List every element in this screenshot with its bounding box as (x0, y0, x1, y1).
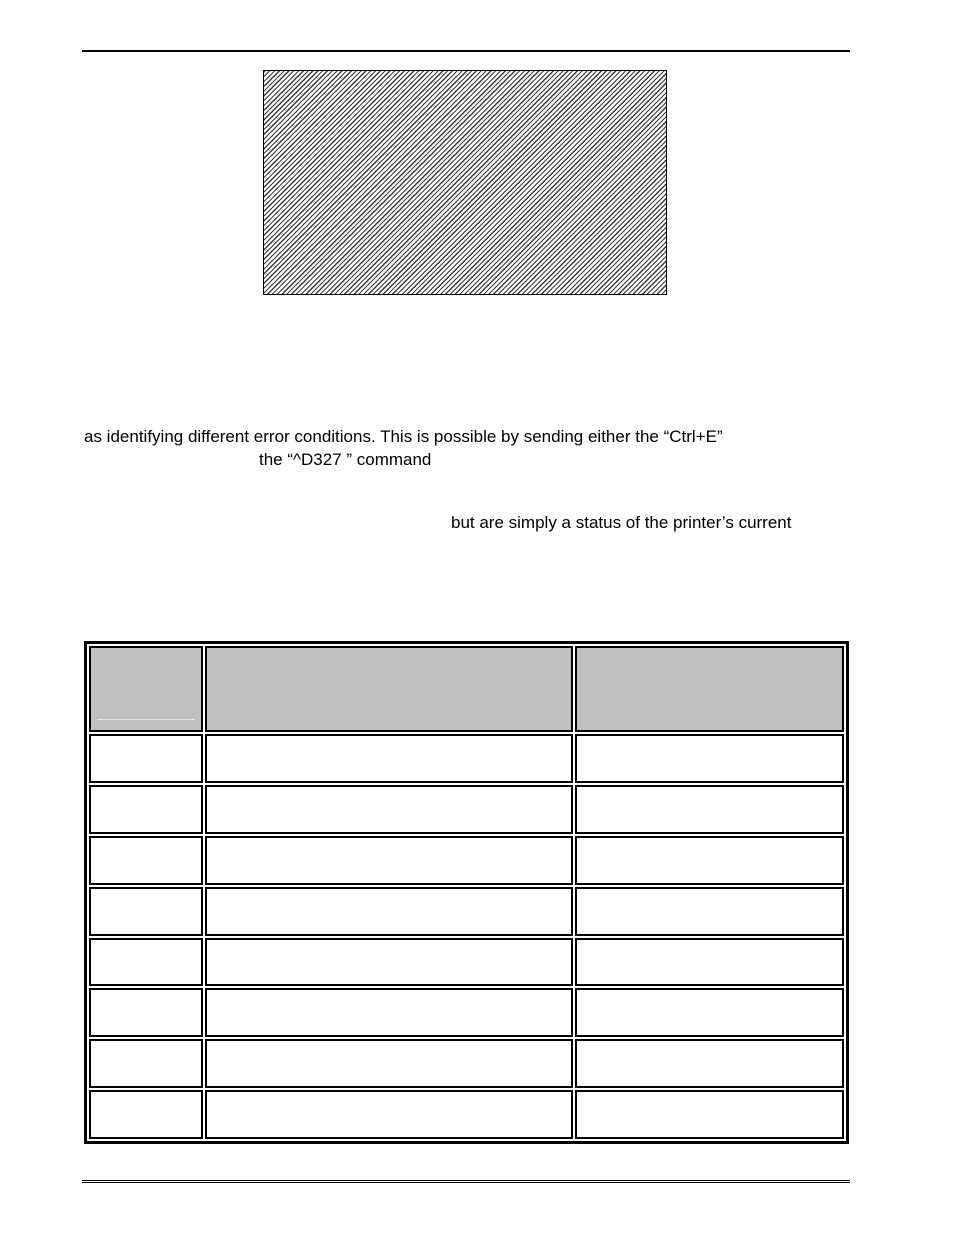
body-text-line-3: but are simply a status of the printer’s current (451, 513, 792, 532)
table-cell (575, 836, 844, 885)
table-row (89, 887, 844, 936)
status-table-frame (84, 641, 849, 1144)
table-cell (205, 887, 573, 936)
table-cell (575, 938, 844, 987)
table-cell (89, 938, 203, 987)
table-row (89, 1090, 844, 1139)
table-cell (575, 1090, 844, 1139)
body-text-line-1: as identifying different error conditions. This is possible by sending either the “Ctrl+E” (84, 427, 723, 446)
table-cell (89, 734, 203, 783)
hatched-placeholder-figure (263, 70, 667, 295)
table-row (89, 1039, 844, 1088)
table-header-cell-3 (575, 646, 844, 732)
table-row (89, 785, 844, 834)
table-cell (89, 785, 203, 834)
table-cell (89, 836, 203, 885)
table-header-cell-2 (205, 646, 573, 732)
table-cell (205, 734, 573, 783)
header-rule (82, 50, 850, 52)
table-cell (89, 1090, 203, 1139)
table-cell (89, 887, 203, 936)
table-cell (205, 1039, 573, 1088)
table-row (89, 734, 844, 783)
table-row (89, 938, 844, 987)
table-cell (89, 988, 203, 1037)
table-cell (205, 785, 573, 834)
table-cell (575, 1039, 844, 1088)
table-cell (89, 1039, 203, 1088)
table-header-cell-1 (89, 646, 203, 732)
body-text-line-2: the “^D327 ” command (259, 450, 432, 469)
table-cell (205, 836, 573, 885)
table-cell (205, 988, 573, 1037)
table-header-row (89, 646, 844, 732)
status-table (87, 644, 846, 1141)
table-cell (575, 988, 844, 1037)
table-cell (575, 734, 844, 783)
table-cell (575, 785, 844, 834)
footer-rule (82, 1180, 850, 1183)
table-row (89, 836, 844, 885)
table-cell (205, 1090, 573, 1139)
table-cell (575, 887, 844, 936)
table-cell (205, 938, 573, 987)
table-row (89, 988, 844, 1037)
